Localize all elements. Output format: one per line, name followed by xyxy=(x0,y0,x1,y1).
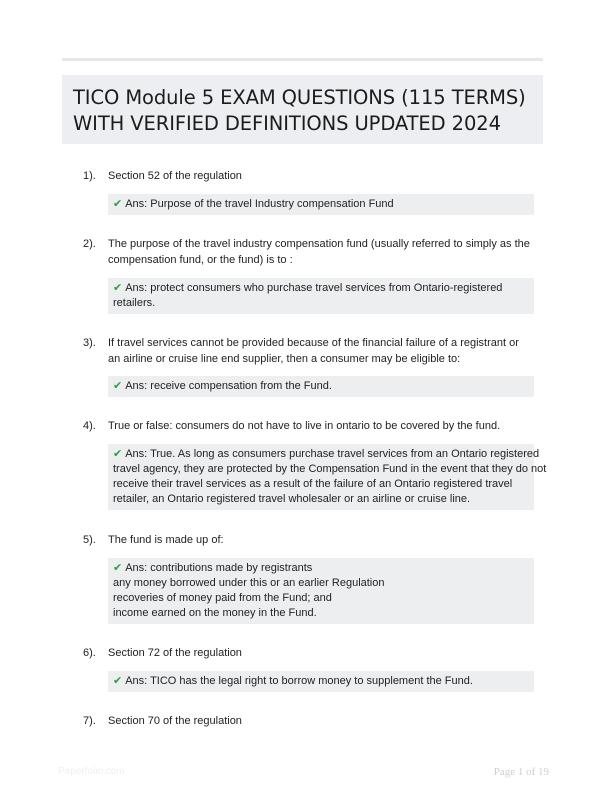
answer-text: Ans: TICO has the legal right to borrow money to supplement the Fund. xyxy=(125,675,473,687)
answer-line xyxy=(113,446,540,462)
footer-site-watermark: Paperfolio.com xyxy=(58,766,125,777)
answer-line xyxy=(113,378,529,394)
answer-line: receive their travel services as a result of the failure of an Ontario registered travel xyxy=(113,478,513,490)
answer-text: Ans: contributions made by registrants xyxy=(125,562,313,574)
question-number: 3). xyxy=(83,337,96,349)
title-line-2: WITH VERIFIED DEFINITIONS UPDATED 2024 xyxy=(73,112,501,135)
question-number: 2). xyxy=(83,238,96,250)
answer-text: Ans: Purpose of the travel Industry compensation Fund xyxy=(125,198,394,210)
question-text: The purpose of the travel industry compensation fund (usually referred to simply as the compensation fund, or the fund) is to : xyxy=(108,238,530,266)
checkmark-icon: ✔ xyxy=(113,379,123,392)
answer-line xyxy=(113,196,529,212)
answer-line: retailer, an Ontario registered travel wholesaler or an airline or cruise line. xyxy=(113,493,471,505)
question-text: True or false: consumers do not have to live in ontario to be covered by the fund. xyxy=(108,420,501,432)
question-number: 5). xyxy=(83,534,96,546)
question-number: 4). xyxy=(83,420,96,432)
answer-box xyxy=(108,194,534,215)
question-number: 7). xyxy=(83,715,96,727)
question-text: Section 70 of the regulation xyxy=(108,715,242,727)
answer-line: any money borrowed under this or an earlier Regulation xyxy=(113,577,385,589)
question-text: If travel services cannot be provided because of the financial failure of a registrant or an airline or cruise line end supplier, then a consumer may be eligible to: xyxy=(108,337,519,365)
answer-line: income earned on the money in the Fund. xyxy=(113,607,317,619)
answer-box xyxy=(108,376,534,397)
answer-text: Ans: True. As long as consumers purchase travel services from an Ontario registered xyxy=(125,448,540,460)
answer-box xyxy=(108,278,534,314)
answer-text: Ans: protect consumers who purchase travel services from Ontario-registered xyxy=(125,282,503,294)
answer-box xyxy=(108,558,534,624)
answer-line: travel agency, they are protected by the Compensation Fund in the event that they do not xyxy=(113,463,547,475)
question-text: Section 72 of the regulation xyxy=(108,647,242,659)
checkmark-icon: ✔ xyxy=(113,281,123,294)
answer-text: Ans: receive compensation from the Fund. xyxy=(125,380,332,392)
checkmark-icon: ✔ xyxy=(113,561,123,574)
top-divider xyxy=(62,58,543,61)
document-title xyxy=(62,75,543,144)
answer-line xyxy=(113,560,529,576)
question-number: 6). xyxy=(83,647,96,659)
answer-line: retailers. xyxy=(113,297,156,309)
answer-line: recoveries of money paid from the Fund; and xyxy=(113,592,332,604)
checkmark-icon: ✔ xyxy=(113,674,123,687)
question-text: The fund is made up of: xyxy=(108,534,224,546)
checkmark-icon: ✔ xyxy=(113,447,123,460)
question-number: 1). xyxy=(83,170,96,182)
answer-line xyxy=(113,280,529,296)
page-number: Page 1 of 19 xyxy=(493,766,549,778)
answer-line xyxy=(113,673,529,689)
title-line-1: TICO Module 5 EXAM QUESTIONS (115 TERMS) xyxy=(73,86,526,109)
question-text: Section 52 of the regulation xyxy=(108,170,242,182)
answer-box xyxy=(108,444,547,510)
answer-box xyxy=(108,671,534,692)
checkmark-icon: ✔ xyxy=(113,197,123,210)
